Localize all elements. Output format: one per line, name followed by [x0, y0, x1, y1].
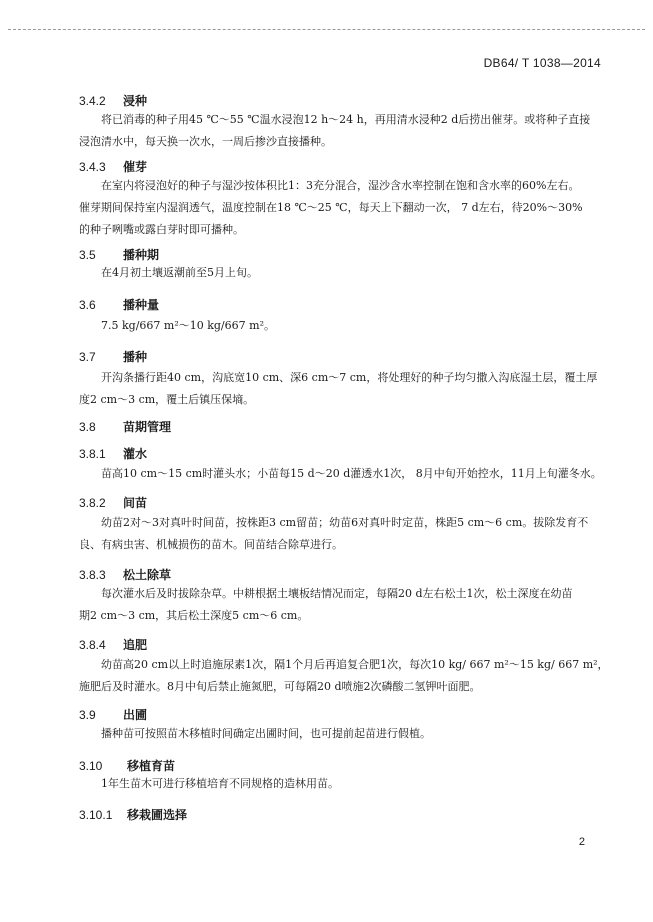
section-heading-3-6 [79, 296, 159, 313]
body-line: 浸泡清水中，每天换一次水，一周后掺沙直接播种。 [79, 135, 332, 148]
section-title: 浸种 [123, 94, 148, 108]
section-number: 3.8.1 [79, 447, 106, 461]
body-line: 开沟条播行距40 cm，沟底宽10 cm、深6 cm～7 cm，将处理好的种子均匀撒入沟底湿土层，覆土厚 [101, 371, 598, 384]
section-heading-3-4-2 [79, 92, 147, 109]
body-line: 将已消毒的种子用45 ℃～55 ℃温水浸泡12 h～24 h，再用清水浸种2 d后捞出催芽。或将种子直接 [101, 113, 591, 126]
section-body-3-5 [79, 262, 599, 284]
document-code: DB64/ T 1038—2014 [483, 56, 601, 70]
page-number: 2 [578, 836, 585, 848]
section-number: 3.9 [79, 708, 96, 722]
body-line: 的种子咧嘴或露白芽时即可播种。 [79, 223, 244, 236]
section-number: 3.6 [79, 298, 96, 312]
section-body-3-10 [79, 773, 599, 795]
section-body-3-6 [79, 315, 599, 337]
section-number: 3.4.3 [79, 160, 106, 174]
section-body-3-4-3 [79, 175, 599, 241]
section-heading-3-8 [79, 418, 171, 435]
body-line: 幼苗2对～3对真叶时间苗，按株距3 cm留苗；幼苗6对真叶时定苗，株距5 cm～6 cm。拔除发育不 [101, 516, 589, 529]
body-line: 苗高10 cm～15 cm时灌头水；小苗每15 d～20 d灌透水1次， 8月中旬开始控水，11月上旬灌冬水。 [101, 467, 602, 480]
section-title: 移栽圃选择 [127, 808, 188, 822]
section-title: 苗期管理 [123, 420, 172, 434]
section-number: 3.4.2 [79, 94, 106, 108]
section-title: 催芽 [123, 160, 148, 174]
section-heading-3-5 [79, 246, 159, 263]
section-number: 3.10 [79, 759, 103, 773]
body-line: 良、有病虫害、机械损伤的苗木。间苗结合除草进行。 [79, 538, 343, 551]
section-heading-3-7 [79, 348, 147, 365]
section-body-3-4-2 [79, 109, 599, 153]
section-number: 3.8.2 [79, 496, 106, 510]
section-number: 3.8.4 [79, 638, 106, 652]
section-title: 播种量 [123, 298, 160, 312]
body-line: 在室内将浸泡好的种子与湿沙按体积比1：3充分混合，湿沙含水率控制在饱和含水率的60%左右。 [101, 179, 580, 192]
section-heading-3-8-3 [79, 566, 171, 583]
section-number: 3.8.3 [79, 568, 106, 582]
section-title: 松土除草 [123, 568, 172, 582]
section-title: 间苗 [123, 496, 148, 510]
body-line: 期2 cm～3 cm，其后松土深度5 cm～6 cm。 [79, 609, 309, 622]
section-number: 3.7 [79, 350, 96, 364]
section-heading-3-9 [79, 706, 147, 723]
section-body-3-8-4 [79, 654, 609, 698]
section-title: 灌水 [123, 447, 148, 461]
section-title: 播种 [123, 350, 148, 364]
section-heading-3-8-4 [79, 636, 147, 653]
body-line: 每次灌水后及时拔除杂草。中耕根据土壤板结情况而定，每隔20 d左右松土1次，松土深度在幼苗 [101, 587, 573, 600]
section-heading-3-4-3 [79, 158, 147, 175]
section-number: 3.10.1 [79, 808, 113, 822]
section-heading-3-10-1 [79, 806, 187, 823]
section-body-3-8-3 [79, 583, 599, 627]
body-line: 幼苗高20 cm以上时追施尿素1次，隔1个月后再追复合肥1次，每次10 kg/ 667 m²～15 kg/ 667 m²， [101, 658, 609, 671]
section-number: 3.5 [79, 248, 96, 262]
section-heading-3-10 [79, 757, 175, 774]
section-body-3-9 [79, 723, 599, 745]
section-title: 出圃 [123, 708, 148, 722]
body-line: 在4月初土壤返潮前至5月上旬。 [101, 266, 258, 279]
section-title: 追肥 [123, 638, 148, 652]
body-line: 7.5 kg/667 m²～10 kg/667 m²。 [101, 319, 275, 332]
section-heading-3-8-1 [79, 445, 147, 462]
section-body-3-8-2 [79, 512, 599, 556]
body-line: 催芽期间保持室内湿润透气，温度控制在18 ℃～25 ℃，每天上下翻动一次， 7 d左右，待20%～30% [79, 201, 583, 214]
body-line: 播种苗可按照苗木移植时间确定出圃时间，也可提前起苗进行假植。 [101, 727, 431, 740]
header-divider [8, 29, 645, 30]
section-number: 3.8 [79, 420, 96, 434]
body-line: 度2 cm～3 cm，覆土后镇压保墒。 [79, 393, 255, 406]
section-title: 播种期 [123, 248, 160, 262]
body-line: 施肥后及时灌水。8月中旬后禁止施氮肥，可每隔20 d喷施2次磷酸二氢钾叶面肥。 [79, 680, 481, 693]
section-body-3-8-1 [79, 463, 602, 485]
section-heading-3-8-2 [79, 494, 147, 511]
body-line: 1年生苗木可进行移植培育不同规格的造林用苗。 [101, 777, 339, 790]
section-body-3-7 [79, 367, 599, 411]
section-title: 移植育苗 [127, 759, 176, 773]
